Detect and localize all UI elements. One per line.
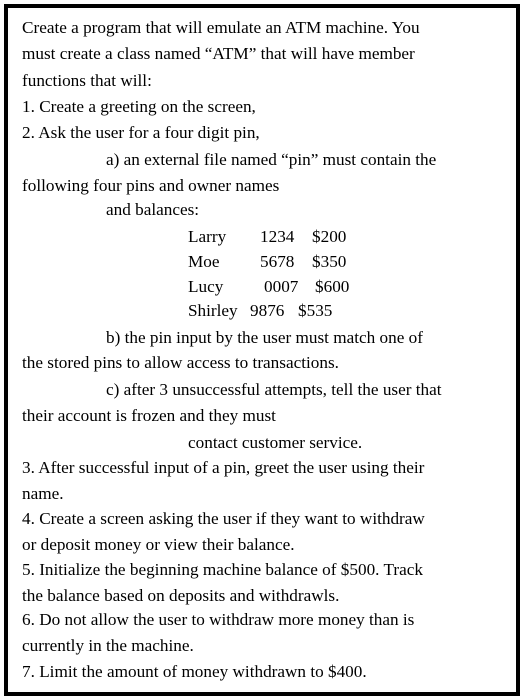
owner-name: Lucy xyxy=(188,277,224,296)
owner-name: Moe xyxy=(188,252,220,271)
pin-code: 5678 xyxy=(260,252,295,271)
balance: $350 xyxy=(312,252,347,271)
text-line: following four pins and owner names xyxy=(22,176,280,195)
text-line: c) after 3 unsuccessful attempts, tell the user that xyxy=(106,380,442,399)
text-line: name. xyxy=(22,484,64,503)
text-line: their account is frozen and they must xyxy=(22,406,276,425)
text-line: or deposit money or view their balance. xyxy=(22,535,295,554)
text-line: currently in the machine. xyxy=(22,636,194,655)
text-line: Create a program that will emulate an ATM machine. You xyxy=(22,18,420,37)
text-line: 7. Limit the amount of money withdrawn to $400. xyxy=(22,662,367,681)
owner-name: Shirley xyxy=(188,301,238,320)
text-line: 6. Do not allow the user to withdraw more money than is xyxy=(22,610,415,629)
document-frame xyxy=(4,4,520,696)
text-line: 4. Create a screen asking the user if they want to withdraw xyxy=(22,509,425,528)
text-line: b) the pin input by the user must match one of xyxy=(106,328,423,347)
pin-code: 1234 xyxy=(260,227,295,246)
text-line: 5. Initialize the beginning machine balance of $500. Track xyxy=(22,560,423,579)
text-line: 3. After successful input of a pin, greet the user using their xyxy=(22,458,425,477)
text-line: the stored pins to allow access to transactions. xyxy=(22,353,339,372)
balance: $535 xyxy=(298,301,333,320)
text-line: functions that will: xyxy=(22,71,152,90)
text-line: 1. Create a greeting on the screen, xyxy=(22,97,256,116)
text-line: must create a class named “ATM” that will have member xyxy=(22,44,415,63)
balance: $200 xyxy=(312,227,347,246)
text-line: contact customer service. xyxy=(188,433,363,452)
pin-code: 9876 xyxy=(250,301,285,320)
text-line: the balance based on deposits and withdrawls. xyxy=(22,586,340,605)
pin-code: 0007 xyxy=(264,277,299,296)
text-line: a) an external file named “pin” must contain the xyxy=(106,150,437,169)
text-line: and balances: xyxy=(106,200,200,219)
balance: $600 xyxy=(315,277,350,296)
text-line: 2. Ask the user for a four digit pin, xyxy=(22,123,260,142)
owner-name: Larry xyxy=(188,227,227,246)
